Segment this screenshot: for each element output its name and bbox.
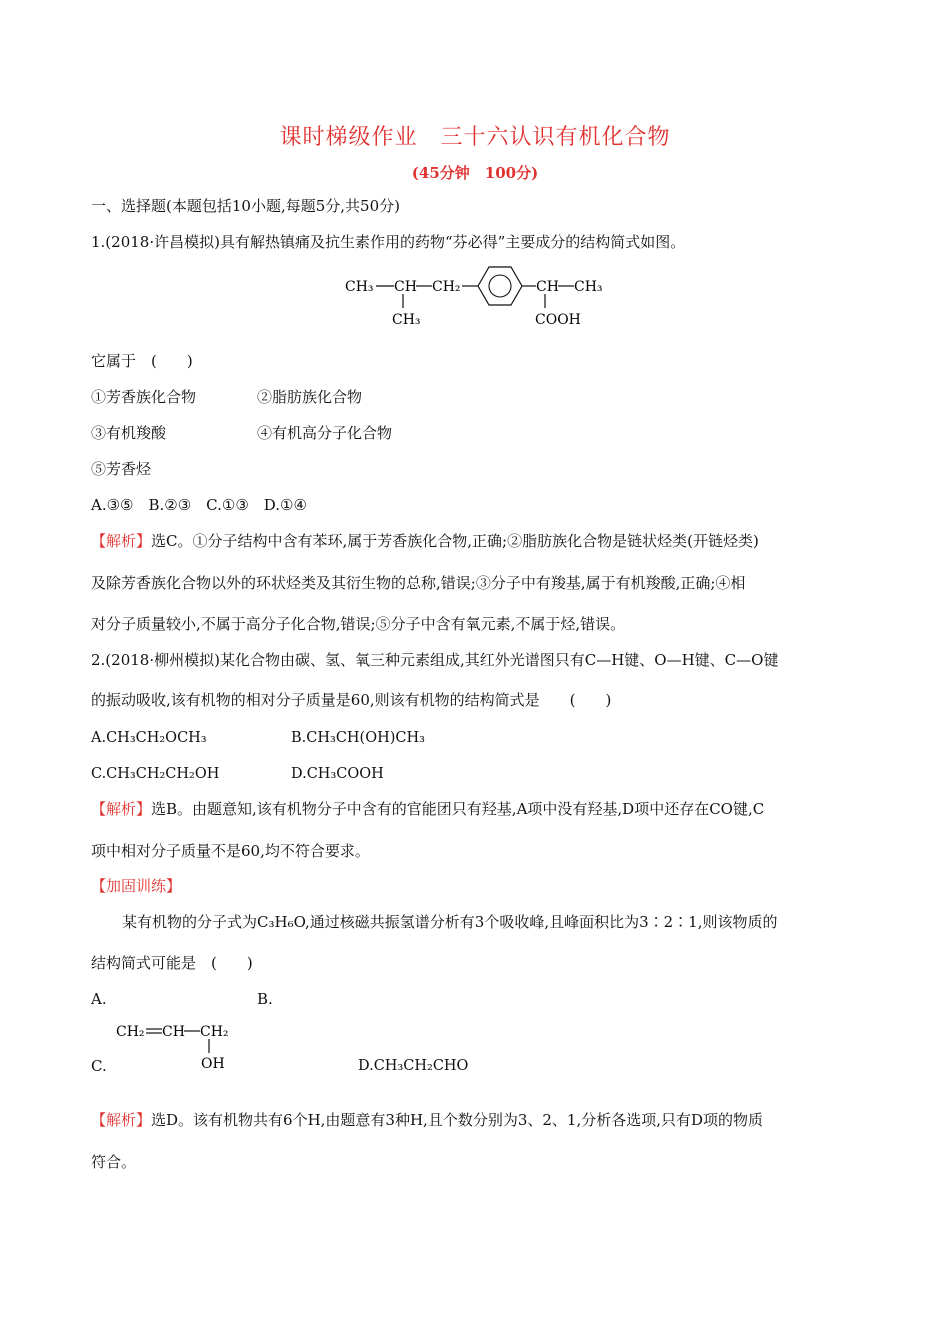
- q1-choices: A.③⑤ B.②③ C.①③ D.①④: [91, 496, 307, 514]
- q2-option-d: D.CH₃COOH: [291, 766, 384, 782]
- q1-ch3-left: CH₃: [345, 279, 374, 295]
- q2-stem-line-1: 2.(2018·柳州模拟)某化合物由碳、氢、氧三种元素组成,其红外光谱图只有C—H键、O—H键、C—O键: [91, 651, 779, 669]
- q2-analysis-line-2: 项中相对分子质量不是60,均不符合要求。: [91, 842, 370, 860]
- page-subtitle: (45分钟 100分): [411, 164, 539, 182]
- extra-analysis-text-1: 选D。该有机物共有6个H,由题意有3种H,且个数分别为3、2、1,分析各选项,只有D项的物质: [151, 1111, 764, 1129]
- q2-option-a: A.CH₃CH₂OCH₃: [91, 730, 207, 746]
- q1-analysis-line-1: [91, 531, 759, 551]
- q1-analysis-text-1: 选C。①分子结构中含有苯环,属于芳香族化合物,正确;②脂肪族化合物是链状烃类(开链烃类): [151, 532, 759, 550]
- q1-analysis-line-2: 及除芳香族化合物以外的环状烃类及其衍生物的总称,错误;③分子中有羧基,属于有机羧酸,正确;④相: [91, 574, 746, 592]
- extra-c-ch2-left: CH₂: [116, 1024, 145, 1040]
- q2-option-c: C.CH₃CH₂CH₂OH: [91, 766, 220, 782]
- analysis-tag: 【解析】: [91, 800, 152, 818]
- q1-option-3: ③有机羧酸: [91, 424, 167, 442]
- q2-analysis-text-1: 选B。由题意知,该有机物分子中含有的官能团只有羟基,A项中没有羟基,D项中还存在CO键,C: [151, 800, 765, 818]
- extra-c-ch: CH: [162, 1024, 185, 1040]
- q1-belongs: 它属于 ( ): [91, 352, 193, 370]
- q1-ch2: CH₂: [432, 279, 461, 295]
- q1-ch3-branch: CH₃: [392, 312, 421, 328]
- q2-analysis-line-1: [91, 799, 764, 819]
- extra-stem-line-2: 结构简式可能是 ( ): [91, 954, 253, 972]
- q1-analysis-line-3: 对分子质量较小,不属于高分子化合物,错误;⑤分子中含有氧元素,不属于烃,错误。: [91, 615, 626, 633]
- q1-option-5: ⑤芳香烃: [91, 460, 152, 478]
- benzene-ring: [478, 267, 522, 305]
- analysis-tag: 【解析】: [91, 1111, 152, 1129]
- page-title: 课时梯级作业 三十六认识有机化合物: [279, 125, 671, 150]
- analysis-tag: 【解析】: [91, 532, 152, 550]
- extra-option-b: B.: [257, 990, 273, 1008]
- extra-c-ch2-right: CH₂: [200, 1024, 229, 1040]
- extra-option-a: A.: [91, 990, 107, 1008]
- q1-cooh: COOH: [535, 312, 581, 328]
- q1-stem: 1.(2018·许昌模拟)具有解热镇痛及抗生素作用的药物“芬必得”主要成分的结构简式如图。: [91, 233, 686, 251]
- extra-option-d: D.CH₃CH₂CHO: [358, 1058, 469, 1074]
- extra-analysis-line-2: 符合。: [91, 1153, 137, 1171]
- q2-option-b: B.CH₃CH(OH)CH₃: [291, 730, 425, 746]
- q1-structure-diagram: [330, 258, 630, 330]
- extra-c-oh: OH: [201, 1056, 225, 1072]
- section-heading: 一、选择题(本题包括10小题,每题5分,共50分): [91, 197, 400, 215]
- q1-ch-mid: CH: [394, 279, 417, 295]
- q1-option-4: ④有机高分子化合物: [257, 424, 393, 442]
- q1-ch-right: CH: [536, 279, 559, 295]
- q1-option-1: ①芳香族化合物: [91, 388, 197, 406]
- extra-analysis-line-1: [91, 1110, 763, 1130]
- q1-ch3-right: CH₃: [574, 279, 603, 295]
- extra-option-c: C.: [91, 1057, 107, 1075]
- extra-option-c-structure: [110, 1016, 250, 1074]
- extra-training-tag: 【加固训练】: [91, 877, 182, 895]
- extra-stem-line-1: 某有机物的分子式为C₃H₆O,通过核磁共振氢谱分析有3个吸收峰,且峰面积比为3∶2∶1,则该物质的: [122, 913, 778, 931]
- q2-stem-line-2: 的振动吸收,该有机物的相对分子质量是60,则该有机物的结构简式是 ( ): [91, 691, 612, 709]
- q1-option-2: ②脂肪族化合物: [257, 388, 363, 406]
